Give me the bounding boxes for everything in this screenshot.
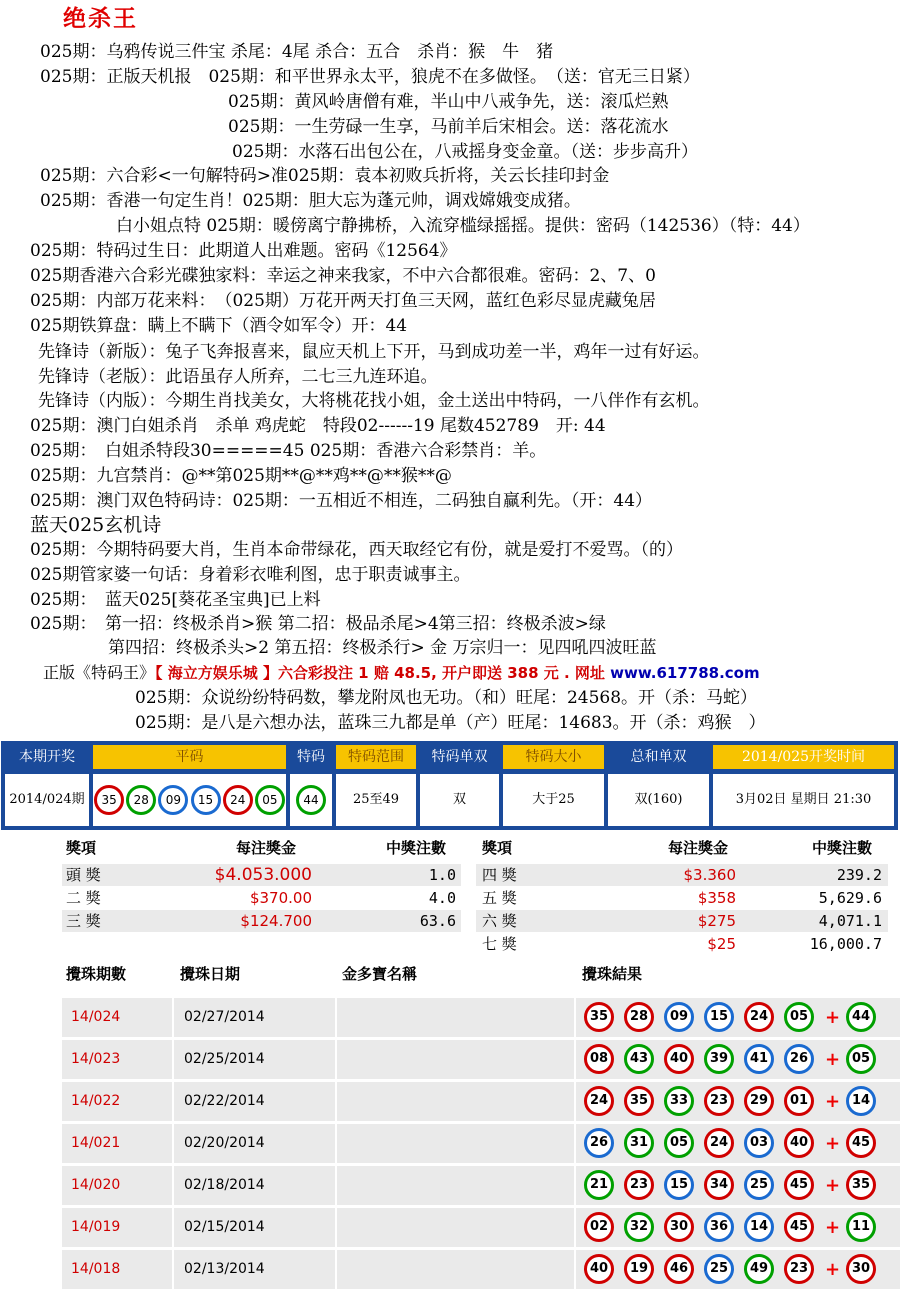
text-line: 025期：特码过生日：此期道人出难题。密码《12564》 [30, 241, 457, 261]
history-row [62, 1040, 900, 1079]
prize-count: 1.0 [428, 866, 456, 884]
history-date: 02/25/2014 [184, 1051, 265, 1067]
prize-amount: $275 [697, 912, 736, 930]
special-ball: 44 [296, 785, 326, 815]
special-range: 25至49 [336, 774, 416, 826]
result-ball: 34 [704, 1170, 734, 1200]
result-ball: 23 [704, 1086, 734, 1116]
column-divider [335, 998, 337, 1037]
result-ball: 28 [624, 1002, 654, 1032]
text-line: 025期：水落石出包公在，八戒摇身变金童。（送：步步高升） [232, 142, 698, 162]
text-line: 先锋诗（老版）：此语虽存人所弃，二七三九连环追。 [38, 367, 438, 387]
special-result-ball: 35 [846, 1170, 876, 1200]
result-ball: 45 [784, 1212, 814, 1242]
text-line: 025期：黄风岭唐僧有难，半山中八戒争先，送：滚瓜烂熟 [228, 92, 669, 112]
result-ball: 21 [584, 1170, 614, 1200]
result-ball: 08 [584, 1044, 614, 1074]
history-row [62, 1208, 900, 1247]
prize-header-amount: 每注獎金 [668, 839, 729, 857]
result-ball: 05 [784, 1002, 814, 1032]
history-header-date: 攪珠日期 [180, 965, 241, 983]
number-ball: 24 [223, 785, 253, 815]
plus-sign: + [825, 1217, 841, 1238]
number-ball: 28 [126, 785, 156, 815]
header-regular-numbers: 平码 [93, 745, 286, 769]
result-ball: 30 [664, 1212, 694, 1242]
header-special-odd-even: 特码单双 [420, 745, 499, 769]
result-ball: 23 [624, 1170, 654, 1200]
text-line: 先锋诗（内版）：今期生肖找美女，大将桃花找小姐，金土送出中特码，一八伴作有玄机。 [38, 391, 710, 411]
result-ball: 15 [664, 1170, 694, 1200]
result-ball: 25 [704, 1254, 734, 1284]
prize-name: 四 獎 [482, 866, 517, 884]
column-divider [574, 998, 576, 1037]
column-divider [335, 1250, 337, 1289]
ad-line [43, 662, 760, 684]
result-ball: 45 [784, 1170, 814, 1200]
result-ball: 49 [744, 1254, 774, 1284]
column-divider [172, 1166, 174, 1205]
history-period: 14/021 [71, 1135, 121, 1151]
history-row [62, 998, 900, 1037]
history-row [62, 1166, 900, 1205]
sum-odd-even: 双(160) [608, 774, 709, 826]
result-ball: 29 [744, 1086, 774, 1116]
text-line: 025期：澳门白姐杀肖 杀单 鸡虎蛇 特段02------19 尾数452789 开: 44 [30, 416, 606, 436]
text-line: 先锋诗（新版）：兔子飞奔报喜来，鼠应天机上下开，马到成功差一半，鸡年一过有好运。 [38, 342, 710, 362]
history-period: 14/024 [71, 1009, 121, 1025]
prize-amount: $3.360 [683, 866, 736, 884]
history-period: 14/022 [71, 1093, 121, 1109]
result-ball: 14 [744, 1212, 774, 1242]
result-ball: 41 [744, 1044, 774, 1074]
text-line: 025期：正版天机报 025期：和平世界永太平，狼虎不在多做怪。 （送：官无三日紧） [40, 67, 700, 87]
history-date: 02/18/2014 [184, 1177, 265, 1193]
prize-count: 4,071.1 [818, 912, 882, 930]
result-ball: 09 [664, 1002, 694, 1032]
special-odd-even: 双 [420, 774, 499, 826]
prize-name: 三 獎 [66, 912, 101, 930]
prize-count: 239.2 [836, 866, 882, 884]
history-period: 14/020 [71, 1177, 121, 1193]
result-ball: 26 [784, 1044, 814, 1074]
text-line: 025期：乌鸦传说三件宝 杀尾：4尾 杀合：五合 杀肖：猴 牛 猪 [40, 42, 554, 62]
result-ball: 23 [784, 1254, 814, 1284]
text-line: 025期：一生劳碌一生享，马前羊后宋相会。送：落花流水 [228, 117, 669, 137]
history-date: 02/20/2014 [184, 1135, 265, 1151]
ad-url-link[interactable]: www.617788.com [610, 664, 760, 682]
prize-header-count: 中獎注數 [386, 839, 447, 857]
header-special-size: 特码大小 [503, 745, 604, 769]
text-line: 蓝天025玄机诗 [30, 514, 162, 536]
text-line: 025期： 白姐杀特段30=====45 025期：香港六合彩禁肖：羊。 [30, 441, 547, 461]
prize-count: 63.6 [419, 912, 456, 930]
history-date: 02/15/2014 [184, 1219, 265, 1235]
text-line: 025期：内部万花来料： （025期）万花开两天打鱼三天网，蓝红色彩尽显虎藏兔居 [30, 291, 656, 311]
result-ball: 46 [664, 1254, 694, 1284]
result-ball: 15 [704, 1002, 734, 1032]
prize-count: 16,000.7 [809, 935, 882, 953]
header-next-draw-time: 2014/025开奖时间 [713, 745, 894, 769]
text-line: 025期： 第一招：终极杀肖>猴 第二招：极品杀尾>4第三招：终极杀波>绿 [30, 614, 606, 634]
column-divider [335, 1040, 337, 1079]
result-ball: 43 [624, 1044, 654, 1074]
column-divider [335, 1082, 337, 1121]
result-ball: 35 [624, 1086, 654, 1116]
header-current-draw: 本期开奖 [5, 745, 89, 769]
prize-header-name: 獎項 [66, 839, 97, 857]
special-result-ball: 44 [846, 1002, 876, 1032]
plus-sign: + [825, 1049, 841, 1070]
result-ball: 24 [704, 1128, 734, 1158]
draw-period: 2014/024期 [5, 774, 89, 826]
prize-name: 七 獎 [482, 935, 517, 953]
history-date: 02/27/2014 [184, 1009, 265, 1025]
plus-sign: + [825, 1133, 841, 1154]
history-row [62, 1124, 900, 1163]
prize-header-name: 獎項 [482, 839, 513, 857]
page-title: 绝杀王 [63, 5, 138, 32]
prize-count: 4.0 [428, 889, 456, 907]
special-result-ball: 30 [846, 1254, 876, 1284]
result-ball: 24 [744, 1002, 774, 1032]
ad-prefix: 正版《特码王》 [43, 663, 156, 682]
header-sum-odd-even: 总和单双 [608, 745, 709, 769]
column-divider [574, 1166, 576, 1205]
result-ball: 33 [664, 1086, 694, 1116]
result-ball: 31 [624, 1128, 654, 1158]
text-line: 白小姐点特 025期：暖傍离宁静拂桥，入流穿槛绿摇摇。提供：密码（142536）（特：44） [116, 216, 810, 236]
draw-result-table [1, 741, 898, 830]
result-ball: 32 [624, 1212, 654, 1242]
column-divider [335, 1166, 337, 1205]
history-date: 02/13/2014 [184, 1261, 265, 1277]
text-line: 025期：澳门双色特码诗：025期：一五相近不相连，二码独自赢利先。（开：44） [30, 491, 653, 511]
column-divider [172, 1124, 174, 1163]
prize-amount: $358 [697, 889, 736, 907]
prize-amount: $370.00 [249, 889, 312, 907]
prize-name: 五 獎 [482, 889, 517, 907]
column-divider [335, 1124, 337, 1163]
result-ball: 19 [624, 1254, 654, 1284]
special-result-ball: 45 [846, 1128, 876, 1158]
column-divider [172, 1208, 174, 1247]
column-divider [574, 1208, 576, 1247]
text-line: 025期：六合彩<一句解特码>准025期：袁本初败兵折将，关云长挂印封金 [40, 166, 610, 186]
plus-sign: + [825, 1007, 841, 1028]
text-line: 025期香港六合彩光碟独家料：幸运之神来我家，不中六合都很难。密码：2、7、0 [30, 266, 656, 286]
result-ball: 01 [784, 1086, 814, 1116]
regular-numbers [93, 774, 286, 826]
number-ball: 05 [255, 785, 285, 815]
history-row [62, 1250, 900, 1289]
result-ball: 25 [744, 1170, 774, 1200]
ad-text: 【 海立方娱乐城 】六合彩投注 1 赔 48.5, 开户即送 388 元 . 网址 [155, 664, 605, 682]
number-ball: 35 [94, 785, 124, 815]
plus-sign: + [825, 1259, 841, 1280]
prize-header-count: 中獎注數 [812, 839, 873, 857]
result-ball: 35 [584, 1002, 614, 1032]
special-result-ball: 14 [846, 1086, 876, 1116]
header-special-number: 特码 [290, 745, 332, 769]
text-line: 第四招：终极杀头>2 第五招：终极杀行> 金 万宗归一：见四吼四波旺蓝 [108, 638, 657, 658]
result-ball: 24 [584, 1086, 614, 1116]
column-divider [574, 1124, 576, 1163]
text-line: 025期铁算盘：瞒上不瞒下（酒令如军令）开：44 [30, 316, 408, 336]
column-divider [172, 1250, 174, 1289]
result-ball: 03 [744, 1128, 774, 1158]
history-header-name: 金多寶名稱 [342, 965, 418, 983]
text-line: 025期：香港一句定生肖！025期：胆大忘为蓬元帅，调戏嫦娥变成猪。 [40, 191, 581, 211]
text-line: 025期管家婆一句话：身着彩衣唯利图，忠于职责诚事主。 [30, 565, 471, 585]
column-divider [574, 1250, 576, 1289]
number-ball: 09 [158, 785, 188, 815]
special-size: 大于25 [503, 774, 604, 826]
result-ball: 40 [584, 1254, 614, 1284]
number-ball: 15 [191, 785, 221, 815]
prize-amount: $25 [707, 935, 736, 953]
prize-amount: $4.053.000 [214, 865, 312, 885]
text-line: 025期： 蓝天025[葵花圣宝典]已上料 [30, 590, 321, 610]
history-header-period: 攪珠期數 [66, 965, 127, 983]
text-line: 025期：九宫禁肖：@**第025期**@**鸡**@**猴**@ [30, 466, 452, 486]
result-ball: 40 [784, 1128, 814, 1158]
column-divider [574, 1040, 576, 1079]
special-number [290, 774, 332, 826]
history-date: 02/22/2014 [184, 1093, 265, 1109]
result-ball: 05 [664, 1128, 694, 1158]
prize-amount: $124.700 [240, 912, 312, 930]
prize-count: 5,629.6 [818, 889, 882, 907]
column-divider [172, 1040, 174, 1079]
text-line: 025期：今期特码要大肖，生肖本命带绿花，西天取经它有份，就是爱打不爱骂。（的） [30, 540, 683, 560]
special-result-ball: 05 [846, 1044, 876, 1074]
plus-sign: + [825, 1175, 841, 1196]
special-result-ball: 11 [846, 1212, 876, 1242]
history-period: 14/018 [71, 1261, 121, 1277]
column-divider [172, 998, 174, 1037]
column-divider [172, 1082, 174, 1121]
history-header-result: 攪珠結果 [582, 965, 643, 983]
column-divider [335, 1208, 337, 1247]
result-ball: 02 [584, 1212, 614, 1242]
result-ball: 39 [704, 1044, 734, 1074]
plus-sign: + [825, 1091, 841, 1112]
column-divider [574, 1082, 576, 1121]
prize-name: 六 獎 [482, 912, 517, 930]
history-period: 14/023 [71, 1051, 121, 1067]
prize-name: 二 獎 [66, 889, 101, 907]
header-special-range: 特码范围 [336, 745, 416, 769]
text-line: 025期：众说纷纷特码数，攀龙附凤也无功。（和）旺尾：24568。开（杀：马蛇） [135, 688, 758, 708]
history-period: 14/019 [71, 1219, 121, 1235]
text-line: 025期：是八是六想办法，蓝珠三九都是单（产）旺尾：14683。开（杀：鸡猴 ） [135, 713, 766, 733]
result-ball: 36 [704, 1212, 734, 1242]
result-ball: 40 [664, 1044, 694, 1074]
result-ball: 26 [584, 1128, 614, 1158]
next-draw-time: 3月02日 星期日 21:30 [713, 774, 894, 826]
prize-name: 頭 獎 [66, 866, 101, 884]
prize-header-amount: 每注獎金 [236, 839, 297, 857]
history-row [62, 1082, 900, 1121]
